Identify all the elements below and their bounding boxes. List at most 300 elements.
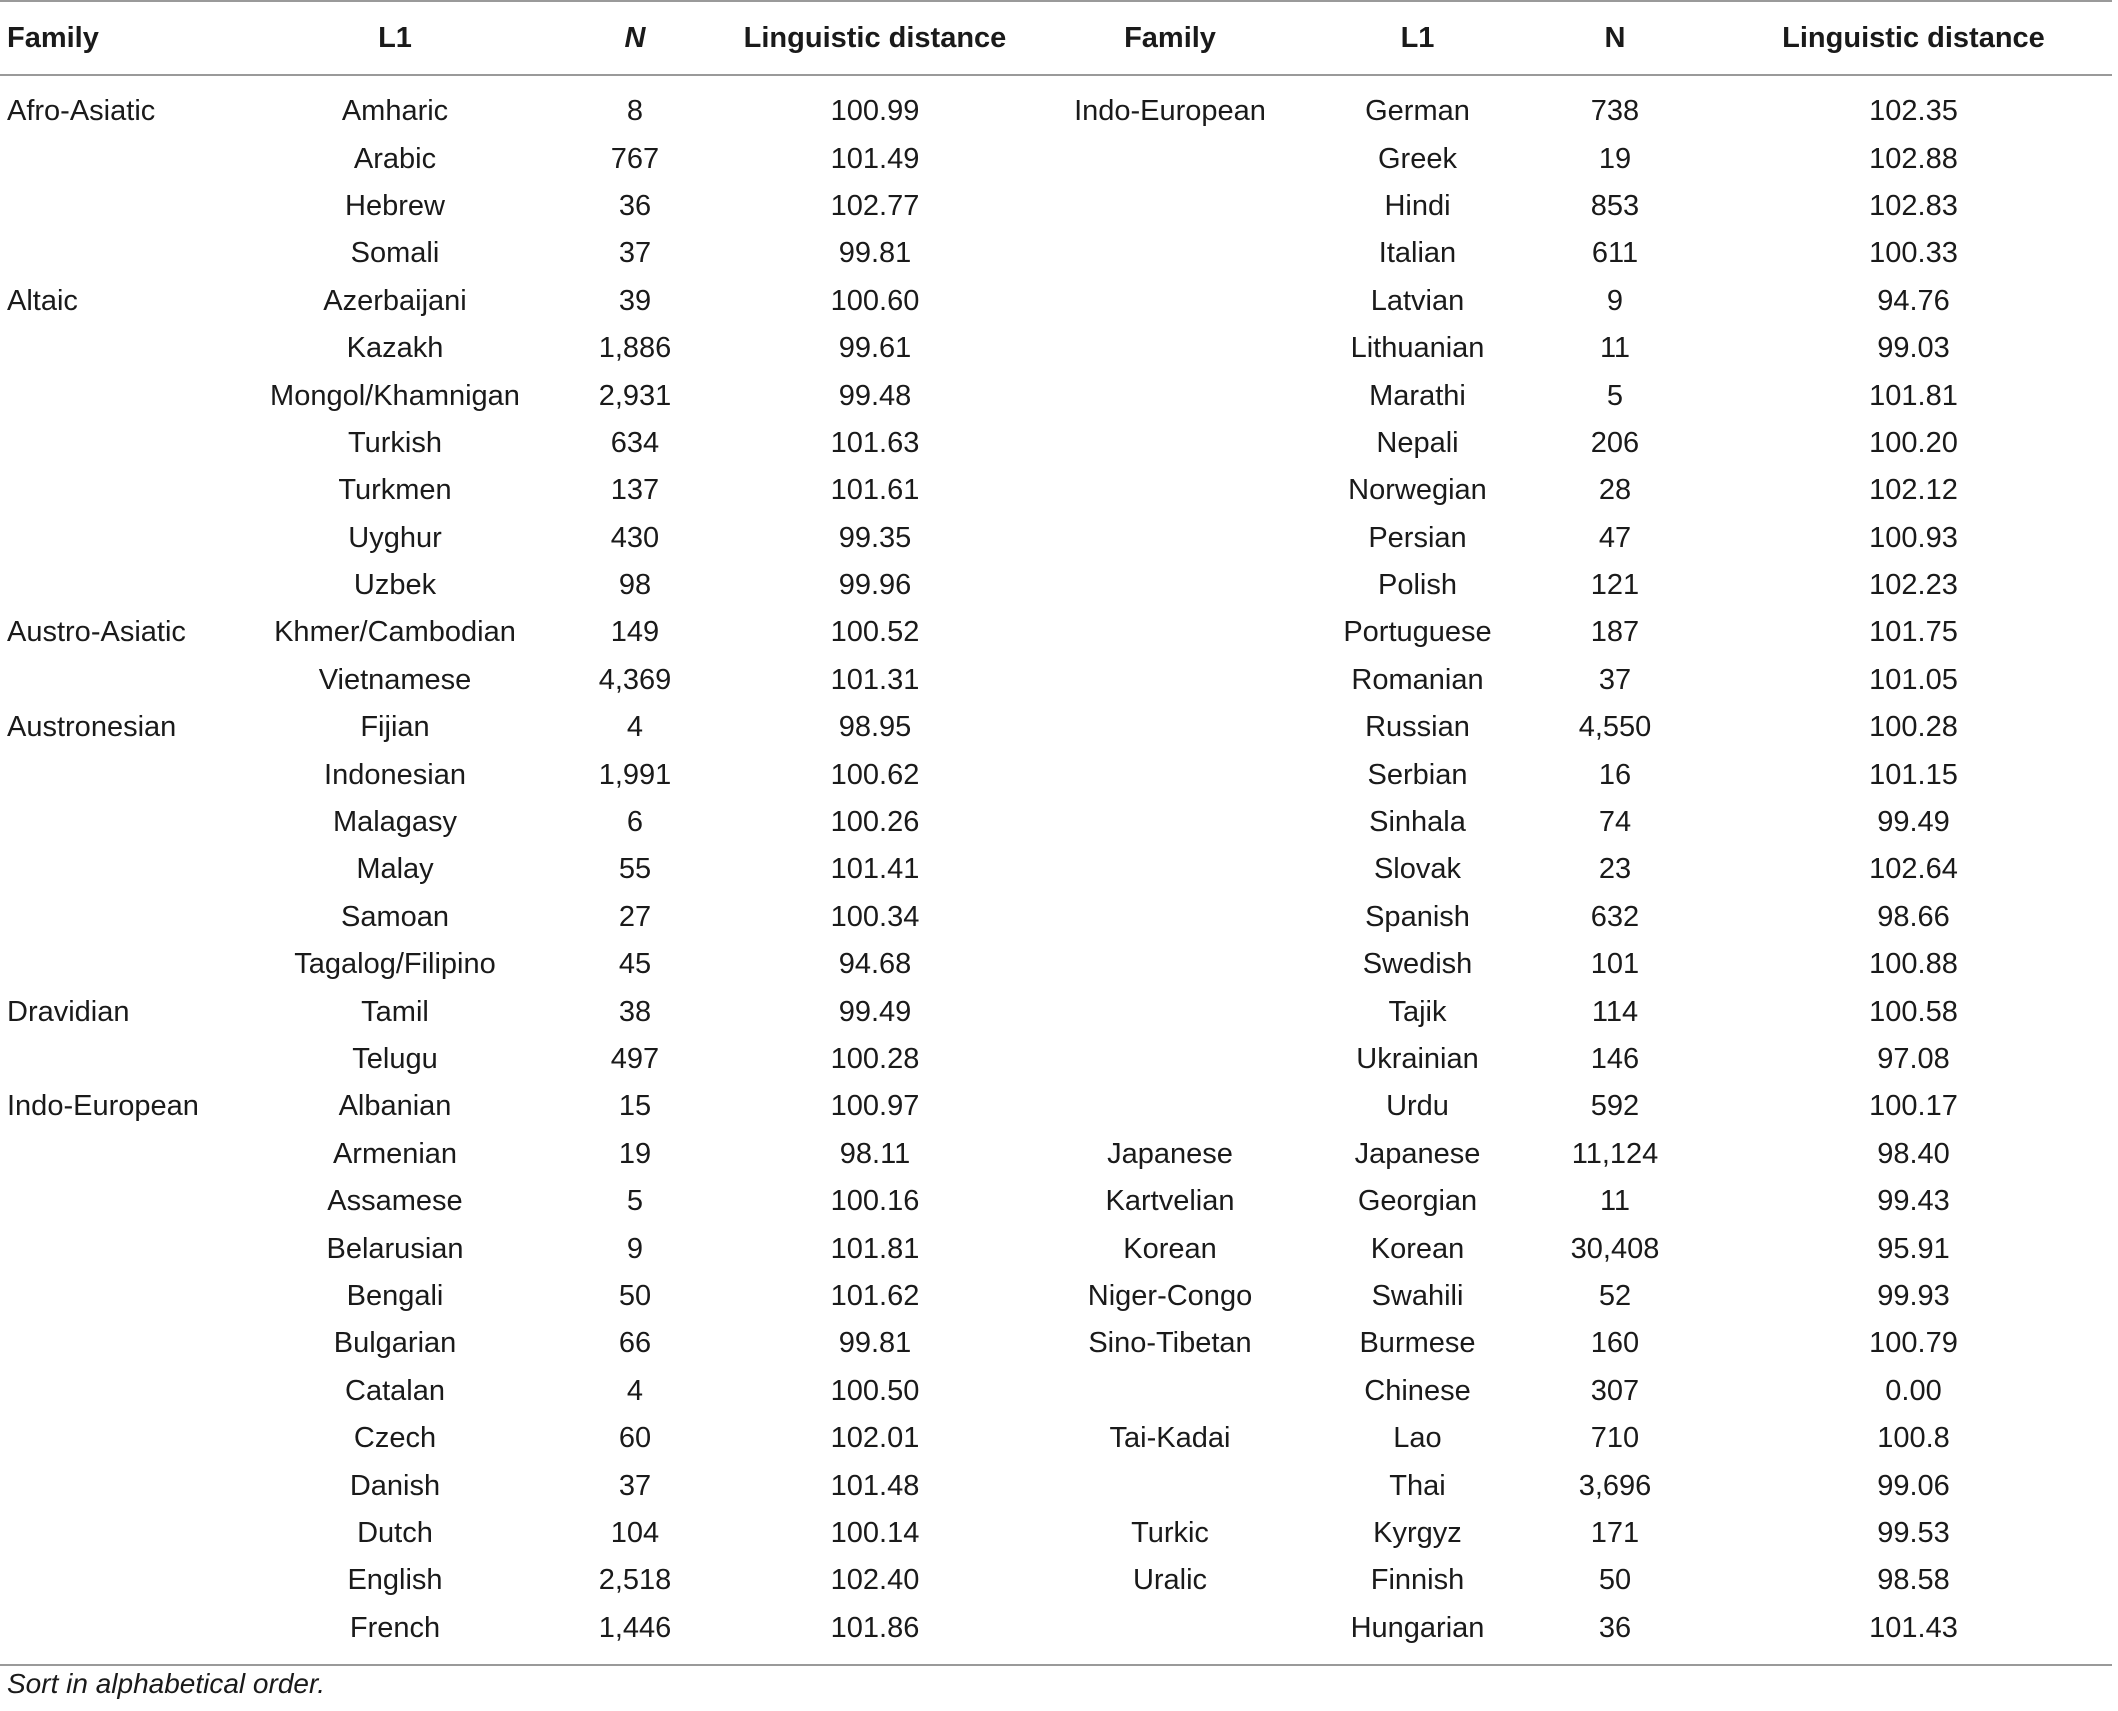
- cell-n-right: 16: [1598, 758, 1632, 791]
- table-row: [0, 751, 2112, 798]
- cell-n: 767: [610, 142, 660, 175]
- cell-l1: Armenian: [332, 1137, 458, 1170]
- cell-l1: Uyghur: [348, 521, 442, 554]
- cell-distance: 99.96: [838, 569, 912, 602]
- cell-family: [0, 894, 250, 941]
- cell-l1: Tagalog/Filipino: [294, 948, 496, 981]
- table-row: [0, 1320, 2112, 1367]
- cell-distance: 100.60: [830, 284, 920, 317]
- cell-family: [0, 1320, 250, 1367]
- cell-family-right: [1020, 704, 1320, 751]
- table-row: [0, 1415, 2112, 1462]
- cell-family-right: [1020, 894, 1320, 941]
- cell-distance: 101.62: [830, 1279, 920, 1312]
- cell-n: 98: [618, 569, 652, 602]
- table-row: [0, 562, 2112, 609]
- header-family-right: Family: [1020, 1, 1320, 75]
- cell-n-right: 114: [1591, 995, 1639, 1028]
- cell-n-right: 307: [1590, 1374, 1640, 1407]
- cell-n-right: 19: [1598, 142, 1632, 175]
- cell-n-right: 592: [1590, 1090, 1640, 1123]
- cell-l1: Dutch: [357, 1516, 433, 1549]
- cell-family-right: Niger-Congo: [1087, 1279, 1253, 1312]
- cell-l1-right: Lithuanian: [1350, 332, 1485, 365]
- cell-distance: 102.40: [830, 1564, 920, 1597]
- table-row: [0, 1273, 2112, 1320]
- table-row: [0, 799, 2112, 846]
- cell-l1: Vietnamese: [318, 663, 472, 696]
- cell-l1-right: Romanian: [1351, 663, 1484, 696]
- table-row: [0, 894, 2112, 941]
- cell-l1-right: Hungarian: [1320, 1605, 1515, 1665]
- cell-n-right: 30,408: [1570, 1232, 1660, 1265]
- cell-distance: 98.95: [838, 711, 912, 744]
- cell-l1-right: Georgian: [1357, 1185, 1478, 1218]
- table-row: [0, 657, 2112, 704]
- cell-n: 60: [618, 1422, 652, 1455]
- cell-family: [0, 1415, 250, 1462]
- cell-l1-right: German: [1365, 95, 1470, 128]
- table-row: [0, 183, 2112, 230]
- cell-family-right: [1020, 467, 1320, 514]
- cell-family-right: [1020, 1462, 1320, 1509]
- cell-family-right: Turkic: [1131, 1516, 1209, 1549]
- table-row: [0, 1510, 2112, 1557]
- cell-l1-right: Sinhala: [1369, 806, 1466, 839]
- cell-l1: Czech: [353, 1422, 437, 1455]
- table-row: [0, 1557, 2112, 1604]
- cell-distance-right: 101.05: [1869, 663, 1958, 696]
- table-row: [0, 1225, 2112, 1272]
- table-body: [0, 75, 2112, 1665]
- cell-l1-right: Serbian: [1367, 758, 1468, 791]
- cell-l1: Fijian: [360, 711, 430, 744]
- cell-family-right: [1020, 657, 1320, 704]
- cell-n: 50: [618, 1279, 652, 1312]
- cell-family-right: Kartvelian: [1105, 1185, 1235, 1218]
- cell-l1-right: Hindi: [1384, 189, 1451, 222]
- cell-family: [0, 1510, 250, 1557]
- cell-l1-right: Ukrainian: [1356, 1043, 1479, 1075]
- cell-distance-right: 98.40: [1877, 1137, 1950, 1170]
- cell-family-right: [1020, 562, 1320, 609]
- cell-family-right: [1020, 1605, 1320, 1665]
- cell-distance: 101.49: [830, 142, 920, 175]
- cell-distance: 100.34: [830, 900, 920, 933]
- table-row: [0, 1131, 2112, 1178]
- header-linguistic-distance-right: Linguistic distance: [1715, 1, 2112, 75]
- cell-n-right: 853: [1590, 189, 1640, 222]
- cell-n-right: 52: [1598, 1279, 1632, 1312]
- cell-distance: 100.99: [830, 95, 920, 128]
- cell-l1: Hebrew: [345, 189, 445, 222]
- cell-n: 1,886: [598, 332, 672, 365]
- table-row: [0, 704, 2112, 751]
- cell-family-right: [1020, 135, 1320, 182]
- cell-family-right: [1020, 988, 1320, 1035]
- cell-distance: 100.28: [830, 1043, 920, 1075]
- cell-l1: French: [250, 1605, 540, 1665]
- cell-l1-right: Latvian: [1370, 284, 1465, 317]
- cell-n-right: 74: [1598, 806, 1632, 839]
- cell-n-right: 710: [1590, 1422, 1640, 1455]
- cell-family: [0, 846, 250, 893]
- cell-n: 634: [610, 426, 660, 459]
- cell-distance-right: 100.93: [1869, 521, 1958, 554]
- cell-l1-right: Thai: [1389, 1469, 1446, 1502]
- table-row: [0, 467, 2112, 514]
- cell-n: 2,931: [598, 379, 672, 412]
- cell-l1: Khmer/Cambodian: [274, 616, 516, 649]
- cell-n: 1,446: [540, 1605, 730, 1665]
- cell-distance: 94.68: [838, 948, 912, 981]
- cell-distance: 99.81: [838, 237, 912, 270]
- cell-n: 2,518: [598, 1564, 672, 1597]
- cell-n-right: 11,124: [1571, 1137, 1659, 1170]
- table-row: [0, 1036, 2112, 1083]
- cell-l1: Catalan: [345, 1374, 445, 1407]
- table-row: [0, 325, 2112, 372]
- cell-family: Austro-Asiatic: [7, 616, 186, 649]
- cell-family-right: Sino-Tibetan: [1088, 1327, 1252, 1360]
- cell-l1-right: Italian: [1378, 237, 1457, 270]
- cell-n-right: 632: [1590, 900, 1640, 933]
- cell-n: 104: [610, 1516, 660, 1549]
- cell-n-right: 611: [1591, 237, 1639, 270]
- cell-family: [0, 799, 250, 846]
- cell-family: [0, 467, 250, 514]
- cell-family-right: [1020, 183, 1320, 230]
- cell-n: 66: [618, 1327, 652, 1360]
- cell-n: 4: [626, 711, 644, 744]
- cell-l1-right: Marathi: [1369, 379, 1466, 412]
- cell-l1-right: Swahili: [1371, 1279, 1464, 1312]
- cell-n-right: 738: [1590, 95, 1640, 128]
- cell-family-right: [1020, 751, 1320, 798]
- cell-distance-right: 99.03: [1877, 332, 1950, 365]
- cell-family: [0, 1462, 250, 1509]
- header-row: [0, 1, 2112, 75]
- cell-distance-right: 102.64: [1869, 853, 1958, 886]
- cell-n-right: 101: [1590, 948, 1640, 981]
- cell-distance-right: 101.43: [1715, 1605, 2112, 1665]
- cell-l1-right: Lao: [1393, 1422, 1442, 1455]
- cell-family: [0, 751, 250, 798]
- cell-l1-right: Nepali: [1376, 426, 1459, 459]
- cell-distance: 99.61: [838, 332, 912, 365]
- cell-family: Dravidian: [7, 995, 130, 1028]
- table-row: [0, 1368, 2112, 1415]
- header-n: N: [540, 1, 730, 75]
- cell-distance: 99.35: [838, 521, 912, 554]
- cell-n-right: 187: [1590, 616, 1640, 649]
- cell-l1: Turkish: [348, 426, 442, 459]
- cell-family-right: [1020, 941, 1320, 988]
- cell-n: 4: [626, 1374, 644, 1407]
- cell-l1: Azerbaijani: [323, 284, 467, 317]
- cell-l1: Kazakh: [346, 332, 444, 365]
- cell-distance: 100.97: [830, 1090, 920, 1123]
- cell-n: 45: [618, 948, 652, 981]
- cell-distance-right: 101.81: [1869, 379, 1958, 412]
- cell-l1: Uzbek: [353, 569, 437, 602]
- cell-n-right: 11: [1599, 332, 1631, 365]
- cell-n: 55: [618, 853, 652, 886]
- cell-n: 6: [626, 806, 644, 839]
- cell-n: 39: [618, 284, 652, 317]
- cell-distance-right: 99.53: [1877, 1516, 1950, 1549]
- cell-n: 430: [610, 521, 660, 554]
- cell-l1-right: Japanese: [1354, 1137, 1481, 1170]
- cell-n-right: 37: [1598, 663, 1632, 696]
- cell-family-right: [1020, 420, 1320, 467]
- cell-l1: Amharic: [341, 95, 449, 128]
- cell-distance: 100.16: [830, 1185, 920, 1218]
- cell-distance: 102.01: [830, 1422, 920, 1455]
- cell-n: 38: [618, 995, 652, 1028]
- table-row: [0, 941, 2112, 988]
- cell-distance: 101.81: [830, 1232, 920, 1265]
- table-row: [0, 1178, 2112, 1225]
- cell-family-right: [1020, 230, 1320, 277]
- cell-distance: 101.31: [830, 663, 920, 696]
- cell-n: 8: [626, 95, 644, 128]
- cell-n: 149: [610, 616, 660, 649]
- cell-family-right: [1020, 325, 1320, 372]
- cell-n-right: 146: [1590, 1043, 1640, 1075]
- cell-distance-right: 102.88: [1869, 142, 1958, 175]
- cell-l1: English: [347, 1564, 443, 1597]
- table-row: [0, 515, 2112, 562]
- table-row: [0, 135, 2112, 182]
- cell-family-right: [1020, 515, 1320, 562]
- cell-family-right: [1020, 278, 1320, 325]
- cell-distance: 100.62: [830, 758, 920, 791]
- header-n-right: N: [1515, 1, 1715, 75]
- cell-distance: 101.48: [830, 1469, 920, 1502]
- cell-l1-right: Spanish: [1365, 900, 1470, 933]
- cell-family: Afro-Asiatic: [7, 95, 156, 128]
- cell-family-right: [1020, 799, 1320, 846]
- cell-distance-right: 101.15: [1869, 758, 1958, 791]
- cell-l1: Assamese: [327, 1185, 463, 1218]
- cell-distance: 102.77: [830, 189, 920, 222]
- cell-distance-right: 0.00: [1885, 1374, 1942, 1407]
- cell-family: [0, 1368, 250, 1415]
- cell-l1-right: Finnish: [1370, 1564, 1465, 1597]
- cell-n: 19: [618, 1137, 652, 1170]
- cell-family-right: [1020, 609, 1320, 656]
- cell-l1-right: Portuguese: [1343, 616, 1492, 649]
- cell-distance-right: 98.66: [1877, 900, 1950, 933]
- cell-family: [0, 135, 250, 182]
- cell-family: Altaic: [7, 284, 78, 317]
- cell-distance: 101.86: [730, 1605, 1020, 1665]
- cell-distance-right: 101.75: [1869, 616, 1958, 649]
- cell-family-right: Japanese: [1107, 1137, 1233, 1170]
- cell-family: [0, 1557, 250, 1604]
- cell-distance-right: 100.58: [1869, 995, 1958, 1028]
- cell-family-right: [1020, 846, 1320, 893]
- cell-n-right: 28: [1598, 474, 1632, 507]
- header-l1: L1: [250, 1, 540, 75]
- cell-family: [0, 420, 250, 467]
- cell-n-right: 3,696: [1578, 1469, 1652, 1502]
- cell-n-right: 11: [1599, 1185, 1631, 1218]
- cell-l1: Samoan: [340, 900, 449, 933]
- cell-distance-right: 100.88: [1869, 948, 1958, 981]
- cell-l1-right: Tajik: [1388, 995, 1447, 1028]
- cell-family: [0, 325, 250, 372]
- cell-n-right: 47: [1598, 521, 1632, 554]
- table-footnote: Sort in alphabetical order.: [7, 1668, 326, 1699]
- cell-distance-right: 102.23: [1869, 569, 1958, 602]
- cell-distance-right: 100.28: [1869, 711, 1958, 744]
- cell-l1-right: Greek: [1378, 142, 1457, 175]
- cell-distance-right: 99.93: [1877, 1279, 1950, 1312]
- cell-l1: Malagasy: [332, 806, 458, 839]
- cell-l1: Bulgarian: [333, 1327, 457, 1360]
- table-row: [0, 372, 2112, 419]
- cell-family: [0, 941, 250, 988]
- cell-n: 137: [610, 474, 660, 507]
- cell-l1: Tamil: [361, 995, 429, 1028]
- cell-distance-right: 95.91: [1877, 1232, 1950, 1265]
- cell-l1-right: Kyrgyz: [1373, 1516, 1462, 1549]
- cell-n-right: 23: [1598, 853, 1632, 886]
- cell-l1-right: Korean: [1370, 1232, 1465, 1265]
- cell-distance: 100.14: [830, 1516, 920, 1549]
- cell-family-right: [1020, 1368, 1320, 1415]
- table-row: [0, 230, 2112, 277]
- cell-family: [0, 1225, 250, 1272]
- cell-n-right: 206: [1590, 426, 1640, 459]
- cell-n: 9: [626, 1232, 644, 1265]
- cell-n: 36: [618, 189, 652, 222]
- cell-distance-right: 102.83: [1869, 189, 1958, 222]
- cell-distance: 99.48: [838, 379, 912, 412]
- cell-n-right: 121: [1590, 569, 1640, 602]
- cell-family: [0, 1036, 250, 1083]
- cell-n-right: 5: [1606, 379, 1624, 412]
- cell-l1: Malay: [356, 853, 434, 886]
- cell-distance: 98.11: [839, 1137, 911, 1170]
- cell-family-right: Tai-Kadai: [1109, 1422, 1231, 1455]
- cell-l1-right: Chinese: [1364, 1374, 1471, 1407]
- cell-l1: Arabic: [353, 142, 437, 175]
- cell-l1: Indonesian: [324, 758, 466, 791]
- cell-distance-right: 100.8: [1877, 1422, 1950, 1455]
- cell-distance-right: 98.58: [1877, 1564, 1950, 1597]
- cell-n-right: 160: [1590, 1327, 1640, 1360]
- cell-family: [0, 372, 250, 419]
- cell-distance-right: 99.43: [1877, 1185, 1950, 1218]
- cell-l1: Albanian: [338, 1090, 452, 1123]
- cell-family: [0, 1605, 250, 1665]
- cell-l1: Mongol/Khamnigan: [270, 379, 520, 412]
- cell-l1: Bengali: [346, 1279, 444, 1312]
- cell-family: [0, 515, 250, 562]
- table-row: [0, 1605, 2112, 1665]
- cell-family-right: [1020, 372, 1320, 419]
- cell-distance: 101.61: [830, 474, 920, 507]
- cell-family: [0, 1273, 250, 1320]
- cell-l1-right: Urdu: [1386, 1090, 1449, 1123]
- cell-distance-right: 97.08: [1877, 1043, 1950, 1075]
- cell-n: 4,369: [598, 663, 672, 696]
- cell-l1-right: Swedish: [1362, 948, 1473, 981]
- cell-distance-right: 100.20: [1869, 426, 1958, 459]
- cell-n: 15: [618, 1090, 652, 1123]
- cell-family: [0, 657, 250, 704]
- table-row: [0, 846, 2112, 893]
- cell-distance: 100.50: [830, 1374, 920, 1407]
- cell-family-right: [1020, 1036, 1320, 1083]
- table-row: [0, 278, 2112, 325]
- cell-distance: 100.26: [830, 806, 920, 839]
- cell-family-right: Korean: [1123, 1232, 1217, 1265]
- cell-n: 1,991: [598, 758, 672, 791]
- cell-l1-right: Polish: [1378, 569, 1457, 602]
- cell-l1-right: Burmese: [1359, 1327, 1476, 1360]
- cell-n: 37: [618, 237, 652, 270]
- cell-family-right: [1020, 1083, 1320, 1130]
- cell-l1-right: Persian: [1368, 521, 1467, 554]
- table-row: [0, 1083, 2112, 1130]
- cell-distance: 99.81: [838, 1327, 912, 1360]
- cell-family: [0, 183, 250, 230]
- cell-family: [0, 1131, 250, 1178]
- cell-family-right: Uralic: [1132, 1564, 1208, 1597]
- cell-distance: 100.52: [830, 616, 920, 649]
- cell-n: 497: [610, 1043, 660, 1075]
- cell-distance-right: 94.76: [1877, 284, 1950, 317]
- cell-n-right: 4,550: [1578, 711, 1652, 744]
- cell-l1-right: Norwegian: [1348, 474, 1487, 507]
- cell-n-right: 36: [1515, 1605, 1715, 1665]
- cell-distance-right: 100.79: [1869, 1327, 1958, 1360]
- cell-family: [0, 1178, 250, 1225]
- cell-l1: Danish: [349, 1469, 441, 1502]
- cell-distance-right: 100.17: [1869, 1090, 1958, 1123]
- cell-n-right: 50: [1598, 1564, 1632, 1597]
- cell-family: Austronesian: [7, 711, 177, 744]
- cell-family: [0, 230, 250, 277]
- cell-n: 27: [618, 900, 652, 933]
- cell-distance-right: 99.06: [1877, 1469, 1950, 1502]
- cell-n: 37: [618, 1469, 652, 1502]
- header-l1-right: L1: [1320, 1, 1515, 75]
- cell-family: [0, 562, 250, 609]
- cell-n-right: 9: [1606, 284, 1624, 317]
- cell-distance: 99.49: [838, 995, 912, 1028]
- cell-n: 5: [626, 1185, 644, 1218]
- cell-l1-right: Slovak: [1373, 853, 1462, 886]
- cell-family-right: Indo-European: [1074, 95, 1266, 128]
- cell-family: Indo-European: [7, 1090, 199, 1123]
- header-linguistic-distance: Linguistic distance: [730, 1, 1020, 75]
- cell-distance-right: 102.12: [1869, 474, 1958, 507]
- cell-l1: Somali: [350, 237, 440, 270]
- table-row: [0, 75, 2112, 135]
- table-row: [0, 988, 2112, 1035]
- cell-n-right: 171: [1590, 1516, 1640, 1549]
- header-family: Family: [0, 1, 250, 75]
- table-row: [0, 1462, 2112, 1509]
- cell-distance-right: 100.33: [1869, 237, 1958, 270]
- cell-distance: 101.41: [830, 853, 920, 886]
- cell-l1: Turkmen: [338, 474, 452, 507]
